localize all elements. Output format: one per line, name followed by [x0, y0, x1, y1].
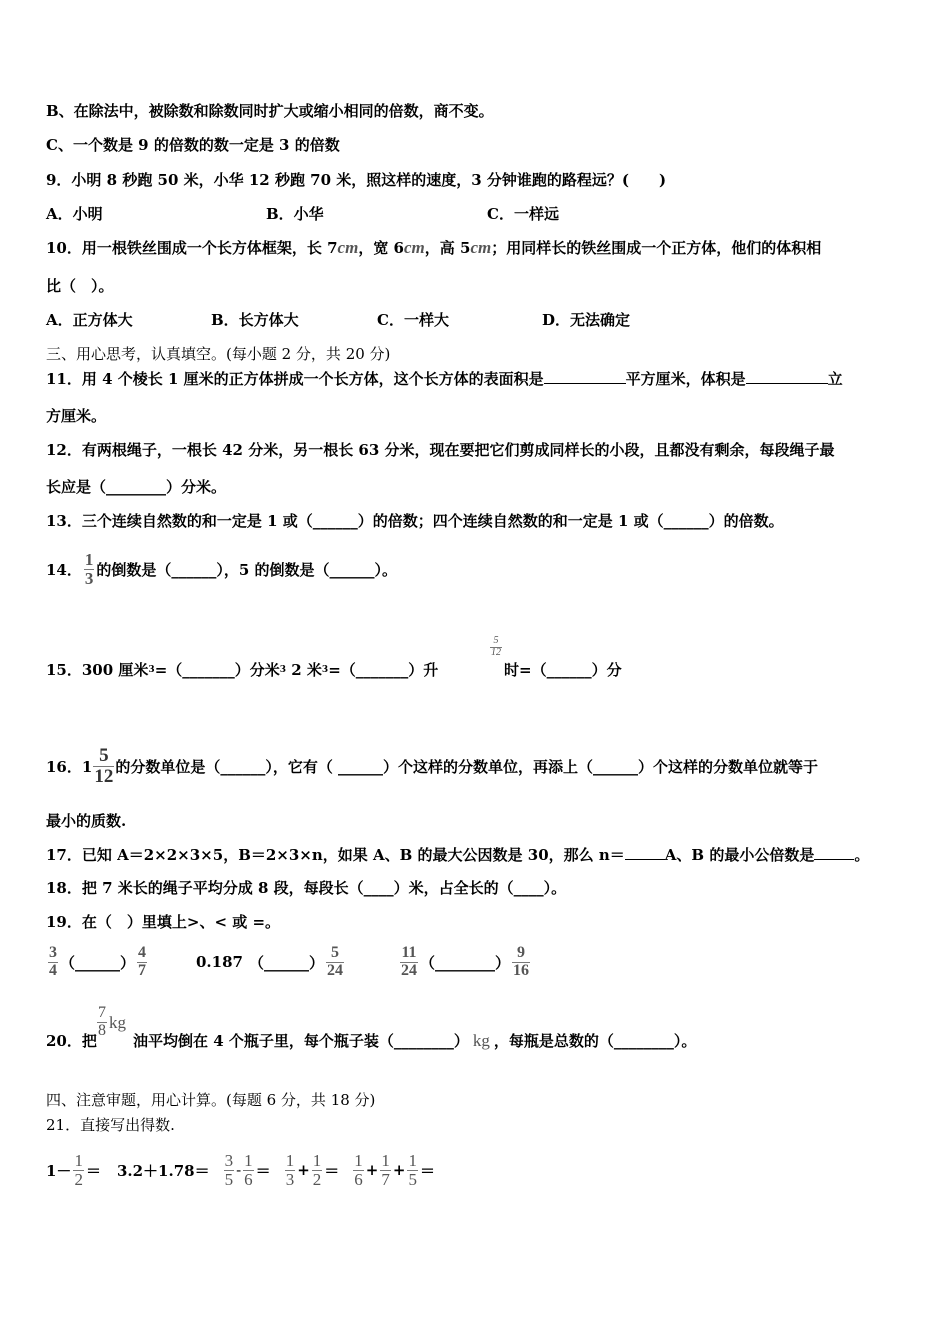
q11-part1: 11．用 4 个棱长 1 厘米的正方体拼成一个长方体，这个长方体的表面积是	[46, 370, 544, 388]
cm-unit: cm	[404, 238, 425, 257]
fraction-numerator: 5	[99, 744, 109, 766]
fraction-denominator: 5	[408, 1169, 417, 1189]
q20-quantity	[95, 1005, 126, 1040]
q20-part3: ，每瓶是总数的（________）。	[493, 1032, 697, 1050]
compare-blank[interactable]: （______）	[248, 953, 324, 972]
q12-line2: 长应是（________）分米。	[46, 478, 227, 496]
q10-option-b: B．长方体大	[211, 311, 299, 329]
fraction-4-7	[137, 945, 147, 980]
q16-text	[46, 742, 818, 790]
section-3-heading: 三、用心思考，认真填空。(每小题 2 分，共 20 分)	[46, 345, 391, 363]
minus-sign: -	[236, 1161, 242, 1179]
fraction-numerator: 1	[312, 1150, 322, 1170]
equals-sign: ＝	[255, 1161, 271, 1180]
fraction-denominator: 2	[74, 1169, 83, 1189]
q9-option-c: C．一样远	[487, 205, 559, 223]
answer-blank[interactable]	[625, 845, 665, 860]
cm-unit: cm	[337, 238, 359, 257]
fraction-numerator: 1	[354, 1150, 363, 1170]
q10-part1: 10．用一根铁丝围成一个长方体框架，长 7	[46, 239, 338, 257]
fraction-denominator: 24	[327, 961, 343, 979]
superscript: 3	[279, 665, 287, 675]
fraction-denominator: 6	[354, 1169, 363, 1189]
kg-unit: kg	[109, 1013, 126, 1032]
q10-part3: ，高 5	[424, 239, 471, 257]
fraction-numerator: 5	[331, 943, 339, 961]
q16-line2: 最小的质数.	[46, 812, 127, 830]
fraction-denominator: 7	[381, 1169, 390, 1189]
fraction-denominator: 16	[513, 961, 530, 979]
fraction-denominator: 4	[49, 961, 57, 979]
q19-compare-2	[196, 940, 346, 984]
plus-sign: +	[297, 1161, 310, 1179]
fraction-numerator: 5	[493, 635, 499, 646]
fraction-denominator: 5	[224, 1169, 234, 1189]
q20-text	[133, 1031, 696, 1051]
fraction-1-6	[353, 1152, 364, 1189]
q19-compare-1	[46, 940, 149, 984]
fraction-numerator: 1	[285, 1150, 295, 1170]
q9-text: 9．小明 8 秒跑 50 米，小华 12 秒跑 70 米，照这样的速度，3 分钟谁跑的路程远？( )	[46, 171, 667, 189]
superscript: 3	[321, 665, 329, 675]
q15-part3: 2 米	[286, 661, 322, 679]
q15-text	[46, 660, 438, 680]
q19-text: 19．在（ ）里填上>、< 或 =。	[46, 913, 281, 931]
plus-sign: +	[365, 1161, 379, 1179]
fraction-numerator: 1	[408, 1150, 417, 1170]
section-4-heading: 四、注意审题，用心计算。(每题 6 分，共 18 分)	[46, 1091, 376, 1109]
q11-part3: 立	[827, 370, 843, 388]
q16-part1: 16．1	[46, 757, 93, 776]
q14-part2: 的倒数是（______），5 的倒数是（______）。	[96, 560, 398, 579]
answer-blank[interactable]	[814, 845, 854, 860]
q15-part1: 15．300 厘米	[46, 661, 149, 679]
fraction-1-2	[312, 1152, 323, 1189]
fraction-3-4	[48, 945, 58, 980]
fraction-numerator: 4	[138, 943, 147, 961]
q9-option-a: A．小明	[46, 205, 103, 223]
fraction-numerator: 3	[224, 1150, 234, 1170]
fraction-1-2	[73, 1152, 84, 1189]
fraction-numerator: 3	[49, 943, 57, 961]
fraction-denominator: 24	[401, 961, 417, 979]
q14-number: 14．	[46, 560, 82, 579]
plus-sign: +	[392, 1161, 406, 1179]
equals-sign: ＝	[419, 1161, 435, 1180]
fraction-9-16	[512, 945, 530, 980]
fraction-1-5	[407, 1152, 418, 1189]
q20-part2: 油平均倒在 4 个瓶子里，每个瓶子装（________）	[133, 1032, 469, 1050]
q11-text	[46, 369, 843, 389]
fraction-1-7	[380, 1152, 391, 1189]
fraction-5-24	[326, 945, 344, 980]
q10-text	[46, 238, 821, 258]
q13-text: 13．三个连续自然数的和一定是 1 或（______）的倍数；四个连续自然数的和一定是 1 或（______）的倍数。	[46, 512, 784, 530]
fraction-denominator: 3	[84, 568, 94, 588]
q10-option-c: C．一样大	[377, 311, 449, 329]
fraction-11-24	[400, 945, 418, 980]
fraction-numerator: 1	[74, 1150, 83, 1170]
fraction-denominator: 8	[98, 1021, 106, 1039]
q17-part2: A、B 的最小公倍数是	[664, 846, 815, 864]
cm-unit: cm	[470, 238, 492, 257]
fraction-1-3	[84, 551, 95, 588]
equals-sign: ＝	[324, 1161, 340, 1180]
q9-option-b: B．小华	[266, 205, 324, 223]
q19-compare-3	[398, 940, 532, 984]
equals-sign: ＝	[85, 1161, 101, 1180]
q15-part4: =（_______）升	[328, 661, 439, 679]
q10-option-a: A．正方体大	[46, 311, 133, 329]
q16-part2: 的分数单位是（______），它有（ ______）个这样的分数单位，再添上（______）个这样的分数单位就等于	[115, 757, 819, 776]
answer-blank[interactable]	[544, 369, 626, 384]
q8-option-c: C、一个数是 9 的倍数的数一定是 3 的倍数	[46, 136, 340, 154]
q12-line1: 12．有两根绳子，一根长 42 分米，另一根长 63 分米，现在要把它们剪成同样长的小段，且都没有剩余，每段绳子最	[46, 441, 835, 459]
q8-option-b: B、在除法中，被除数和除数同时扩大或缩小相同的倍数，商不变。	[46, 102, 494, 120]
q18-text: 18．把 7 米长的绳子平均分成 8 段，每段长（____）米，占全长的（____）。	[46, 879, 567, 897]
fraction-numerator: 1	[244, 1150, 253, 1170]
q14-text	[46, 545, 397, 593]
fraction-5-12	[93, 746, 114, 787]
fraction-1-3	[285, 1152, 296, 1189]
fraction-denominator: 12	[94, 765, 114, 787]
fraction-1-6	[243, 1152, 254, 1189]
q11-part2: 平方厘米，体积是	[625, 370, 746, 388]
fraction-numerator: 9	[517, 943, 526, 961]
q11-line2: 方厘米。	[46, 407, 107, 425]
q21-text: 21．直接写出得数.	[46, 1116, 175, 1134]
fraction-denominator: 6	[244, 1169, 253, 1189]
q21-expressions	[46, 1146, 435, 1194]
expression-2: 3.2＋1.78＝	[116, 1161, 210, 1180]
fraction-7-8	[97, 1005, 107, 1040]
q15-part5: 时=（______）分	[504, 661, 622, 679]
fraction-denominator: 12	[491, 646, 501, 658]
expression-1-prefix: 1－	[46, 1161, 72, 1180]
q10-option-d: D．无法确定	[542, 311, 631, 329]
fraction-denominator: 2	[312, 1169, 322, 1189]
compare-blank[interactable]: （______）	[60, 953, 136, 972]
q20-number: 20．把	[46, 1032, 97, 1050]
q10-part2: ，宽 6	[358, 239, 404, 257]
fraction-numerator: 1	[84, 549, 94, 569]
fraction-numerator: 11	[401, 943, 417, 961]
fraction-denominator: 7	[138, 961, 147, 979]
fraction-5-12-small	[490, 636, 502, 658]
q15-part2: =（_______）分米	[154, 661, 280, 679]
fraction-denominator: 3	[285, 1169, 295, 1189]
decimal-value: 0.187	[196, 953, 243, 971]
answer-blank[interactable]	[746, 369, 828, 384]
fraction-numerator: 7	[98, 1004, 106, 1021]
fraction-3-5	[224, 1152, 235, 1189]
q10-line2: 比（ ）。	[46, 277, 114, 295]
compare-blank[interactable]: （________）	[420, 953, 511, 972]
q10-part4: ；用同样长的铁丝围成一个正方体，他们的体积相	[491, 239, 822, 257]
kg-unit: kg	[472, 1031, 490, 1050]
fraction-numerator: 1	[381, 1150, 390, 1170]
q17-part1: 17．已知 A＝2×2×3×5，B＝2×3×n，如果 A、B 的最大公因数是 30，那么 n＝	[46, 846, 625, 864]
superscript: 3	[148, 665, 155, 675]
q17-part3: 。	[854, 846, 870, 864]
q17-text	[46, 845, 869, 865]
